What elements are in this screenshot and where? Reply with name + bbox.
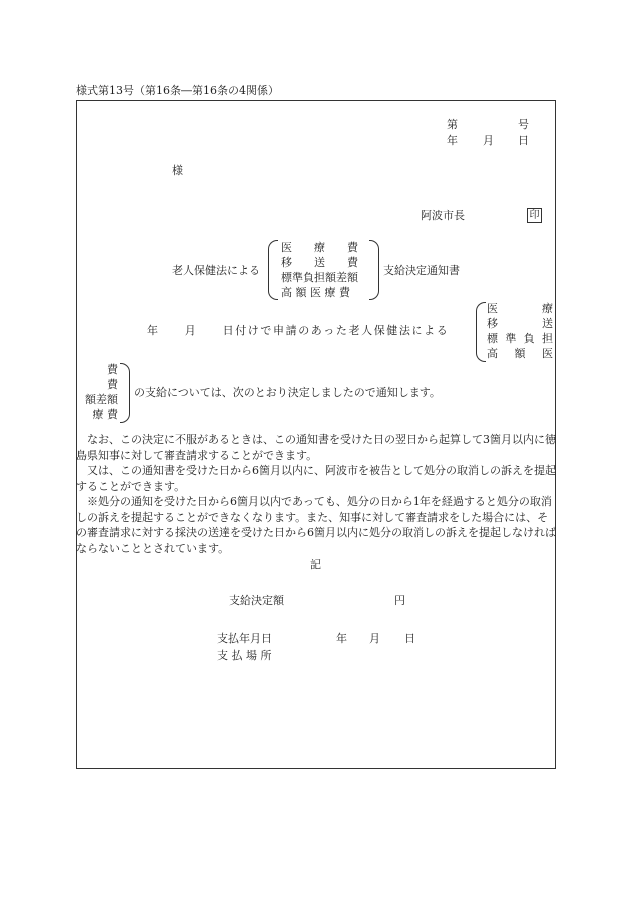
paydate-label: 支払年月日 — [217, 632, 272, 645]
title-suffix: 支給決定通知書 — [383, 264, 460, 277]
left-brace — [120, 363, 130, 423]
date-day: 日 — [518, 134, 529, 147]
left-item-3: 額差額 — [85, 393, 118, 406]
date-year: 年 — [447, 134, 458, 147]
left-item-4: 療 費 — [92, 408, 118, 421]
amount-label: 支給決定額 — [229, 594, 284, 607]
body-line1: 年 月 日付けで申請のあった老人保健法による — [147, 324, 450, 337]
seal-mark: 印 — [527, 208, 542, 223]
amount-yen: 円 — [394, 594, 405, 607]
form-label: 様式第13号（第16条―第16条の4関係） — [76, 84, 279, 97]
paydate-year: 年 — [336, 632, 347, 645]
left-item-2: 費 — [107, 378, 118, 391]
right-item-3: 標 準 負 担 — [487, 332, 553, 345]
right-item-4: 高 額 医 — [487, 347, 553, 360]
title-item-2: 移 送 費 — [281, 256, 358, 269]
right-brace — [476, 302, 486, 362]
left-item-1: 費 — [107, 363, 118, 376]
pay-place-label: 支 払 場 所 — [217, 649, 272, 662]
paydate-day: 日 — [404, 632, 415, 645]
right-item-2: 移 送 — [487, 317, 553, 330]
mayor-label: 阿波市長 — [421, 209, 465, 222]
number-dai: 第 — [447, 118, 458, 131]
right-item-1: 医 療 — [487, 302, 553, 315]
recipient-sama: 様 — [172, 164, 183, 177]
notice-paragraph-1: なお、この決定に不服があるときは、この通知書を受けた日の翌日から起算して3箇月以内に徳島県知事に対して審査請求することができます。 — [76, 433, 556, 462]
title-brace-right — [369, 240, 379, 300]
paydate-month: 月 — [369, 632, 380, 645]
title-item-3: 標準負担額差額 — [281, 271, 358, 284]
notice-paragraph-2: 又は、この通知書を受けた日から6箇月以内に、阿波市を被告として処分の取消しの訴えを提起することができます。 — [76, 464, 556, 493]
record-ki: 記 — [310, 558, 321, 571]
notice-paragraph-3: ※処分の通知を受けた日から6箇月以内であっても、処分の日から1年を経過すると処分の取消しの訴えを提起することができなくなります。また、知事に対して審査請求をした場合には、その審査請求に対する採決の送達を受けた日から6箇月以内に処分の取消しの訴えを提起しなければならないこととされています。 — [76, 495, 556, 555]
body-line2: の支給については、次のとおり決定しましたので通知します。 — [134, 386, 441, 399]
title-item-4: 高 額 医 療 費 — [281, 286, 350, 299]
number-go: 号 — [518, 118, 529, 131]
title-prefix: 老人保健法による — [172, 264, 260, 277]
date-month: 月 — [483, 134, 494, 147]
title-brace-left — [268, 240, 278, 300]
title-item-1: 医 療 費 — [281, 241, 358, 254]
